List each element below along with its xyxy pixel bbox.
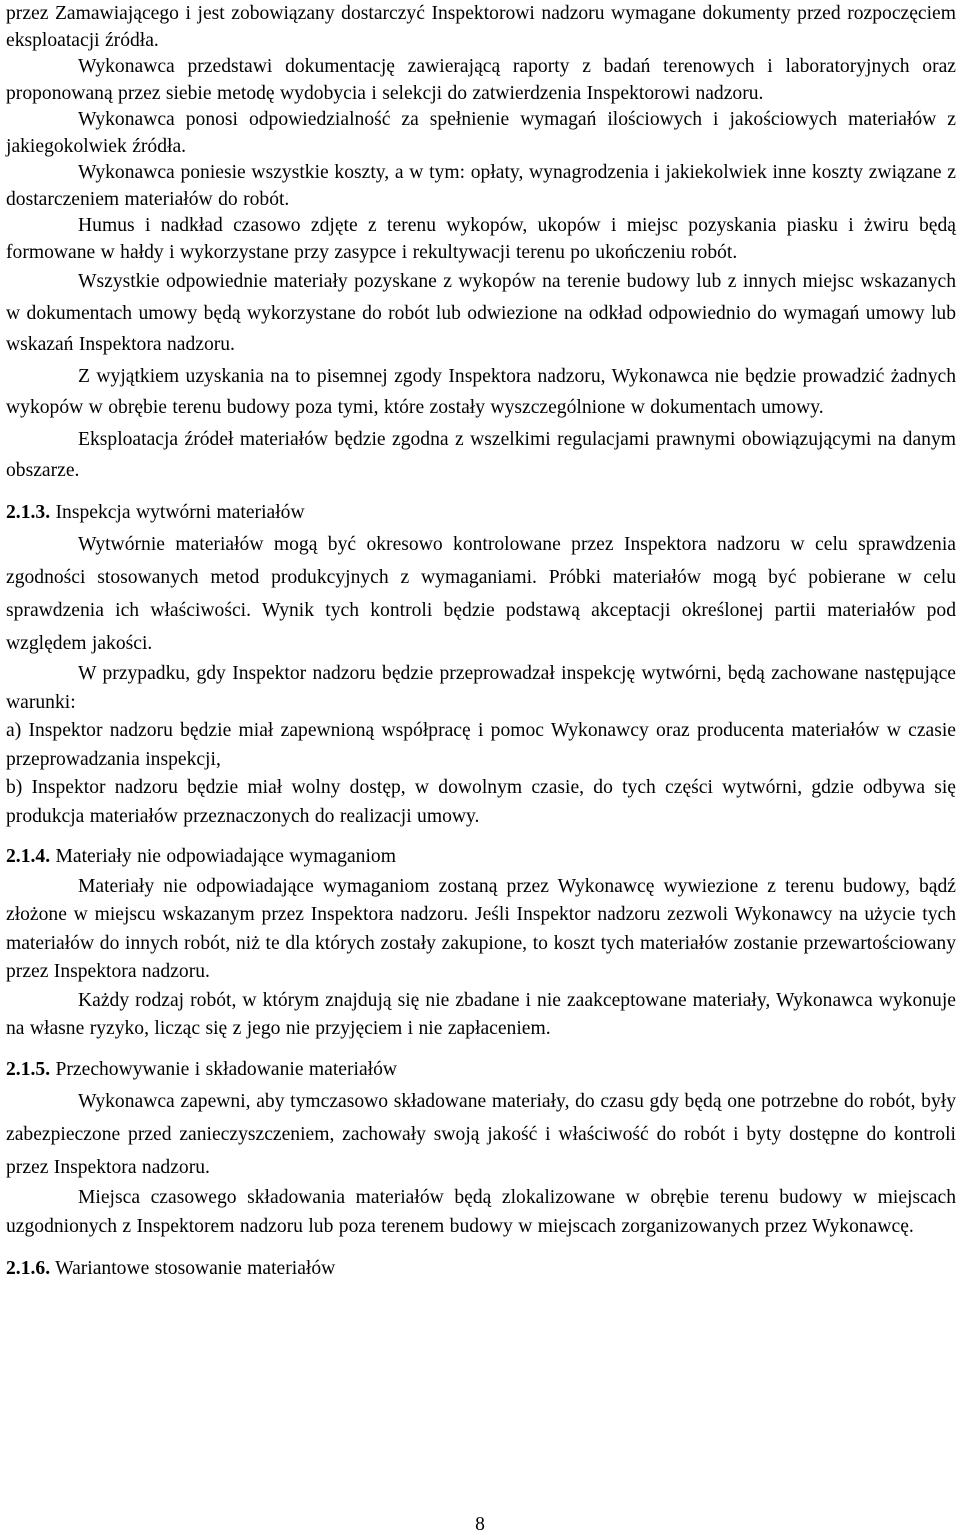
section-number: 2.1.5.	[6, 1058, 51, 1080]
section-title: Materiały nie odpowiadające wymaganiom	[55, 846, 396, 867]
list-item: a) Inspektor nadzoru będzie miał zapewnioną współpracę i pomoc Wykonawcy oraz producenta materiałów w czasie przeprowadzania inspekcji,	[6, 720, 956, 770]
paragraph: Wykonawca ponosi odpowiedzialność za spełnienie wymagań ilościowych i jakościowych materiałów z jakiegokolwiek źródła.	[6, 109, 956, 157]
section-number: 2.1.6.	[6, 1258, 51, 1279]
section-heading-2-1-4	[6, 841, 956, 873]
section-heading-2-1-5	[6, 1054, 956, 1086]
paragraph: Wykonawca poniesie wszystkie koszty, a w tym: opłaty, wynagrodzenia i jakiekolwiek inne koszty związane z dostarczeniem materiałów do robót.	[6, 162, 956, 210]
paragraph: Miejsca czasowego składowania materiałów będą zlokalizowane w obrębie terenu budowy w miejscach uzgodnionych z Inspektorem nadzoru lub poza terenem budowy w miejscach zorganizowanych przez Wykonawcę.	[6, 1187, 956, 1237]
paragraph: Eksploatacja źródeł materiałów będzie zgodna z wszelkimi regulacjami prawnymi obowiązującymi na danym obszarze.	[6, 428, 956, 481]
section-title: Przechowywanie i składowanie materiałów	[55, 1058, 398, 1080]
section-number: 2.1.3.	[6, 501, 51, 523]
page-number: 8	[475, 1514, 485, 1535]
paragraph: Każdy rodzaj robót, w którym znajdują się nie zbadane i nie zaakceptowane materiały, Wykonawca wykonuje na własne ryzyko, licząc się z jego nie przyjęciem i nie zapłaceniem.	[6, 989, 956, 1039]
list-item: b) Inspektor nadzoru będzie miał wolny dostęp, w dowolnym czasie, do tych części wytwórni, gdzie odbywa się produkcja materiałów przeznaczonych do realizacji umowy.	[6, 777, 956, 827]
paragraph: Materiały nie odpowiadające wymaganiom zostaną przez Wykonawcę wywiezione z terenu budowy, bądź złożone w miejscu wskazanym przez Inspektora nadzoru. Jeśli Inspektor nadzoru zezwoli Wykonawcy na użycie tych materiałów do innych robót, niż te dla których zostały zakupione, to koszt tych materiałów zostanie przewartościowany przez Inspektora nadzoru.	[6, 875, 956, 982]
paragraph: przez Zamawiającego i jest zobowiązany dostarczyć Inspektorowi nadzoru wymagane dokumenty przed rozpoczęciem eksploatacji źródła.	[6, 3, 956, 51]
paragraph: Z wyjątkiem uzyskania na to pisemnej zgody Inspektora nadzoru, Wykonawca nie będzie prowadzić żadnych wykopów w obrębie terenu budowy poza tymi, które zostały wyszczególnione w dokumentach umowy.	[6, 365, 956, 418]
paragraph: Wykonawca przedstawi dokumentację zawierającą raporty z badań terenowych i laboratoryjnych oraz proponowaną przez siebie metodę wydobycia i selekcji do zatwierdzenia Inspektorowi nadzoru.	[6, 56, 956, 104]
section-title: Wariantowe stosowanie materiałów	[55, 1258, 336, 1279]
section-heading-2-1-6	[6, 1253, 956, 1285]
section-number: 2.1.4.	[6, 846, 51, 867]
paragraph: Wszystkie odpowiednie materiały pozyskane z wykopów na terenie budowy lub z innych miejsc wskazanych w dokumentach umowy będą wykorzystane do robót lub odwiezione na odkład odpowiednio do wymagań umowy lub wskazań Inspektora nadzoru.	[6, 271, 956, 355]
paragraph: Wykonawca zapewni, aby tymczasowo składowane materiały, do czasu gdy będą one potrzebne do robót, były zabezpieczone przed zanieczyszczeniem, zachowały swoją jakość i właściwość do robót i byty dostępne do kontroli przez Inspektora nadzoru.	[6, 1091, 956, 1178]
document-page	[6, 0, 956, 1285]
paragraph: W przypadku, gdy Inspektor nadzoru będzie przeprowadzał inspekcję wytwórni, będą zachowane następujące warunki:	[6, 663, 956, 713]
section-title: Inspekcja wytwórni materiałów	[55, 501, 305, 523]
paragraph: Wytwórnie materiałów mogą być okresowo kontrolowane przez Inspektora nadzoru w celu sprawdzenia zgodności stosowanych metod produkcyjnych z wymaganiami. Próbki materiałów mogą być pobierane w celu sprawdzenia ich właściwości. Wynik tych kontroli będzie podstawą akceptacji określonej partii materiałów pod względem jakości.	[6, 534, 956, 654]
section-heading-2-1-3	[6, 497, 956, 529]
paragraph: Humus i nadkład czasowo zdjęte z terenu wykopów, ukopów i miejsc pozyskania piasku i żwiru będą formowane w hałdy i wykorzystane przy zasypce i rekultywacji terenu po ukończeniu robót.	[6, 215, 956, 263]
